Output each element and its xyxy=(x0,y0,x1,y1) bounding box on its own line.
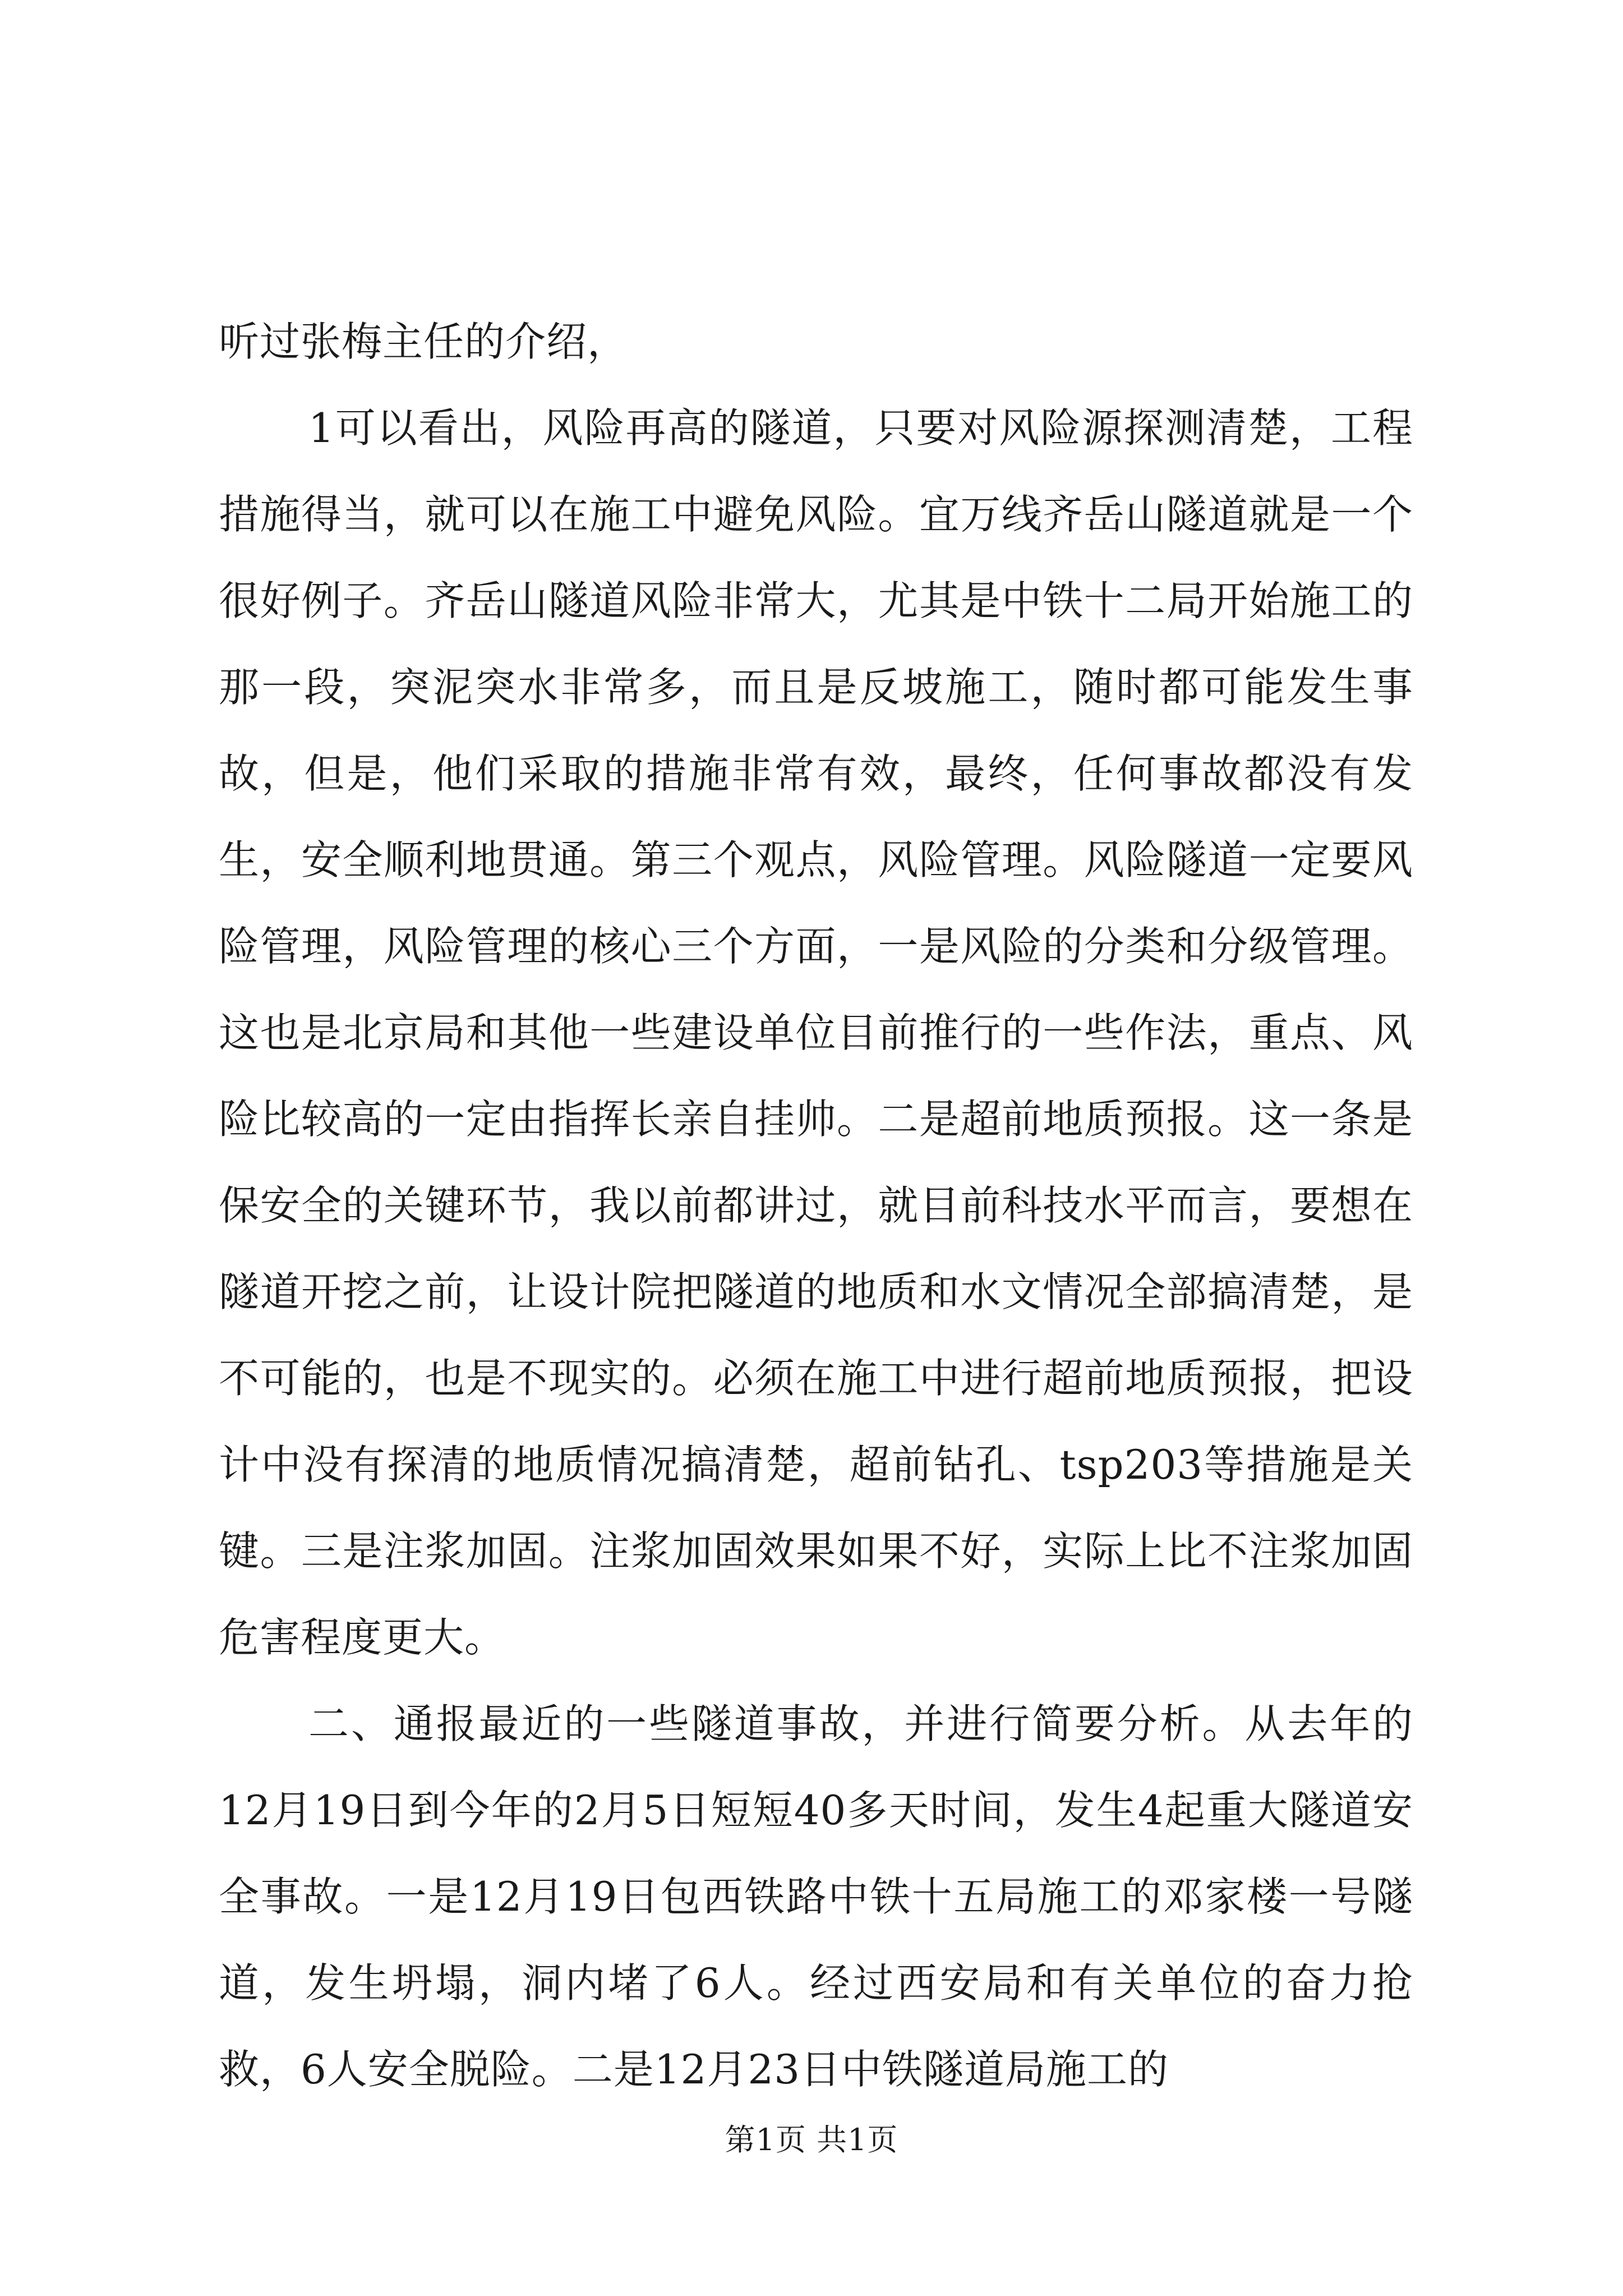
page-footer: 第1页 共1页 xyxy=(725,2122,898,2157)
document-body xyxy=(219,298,1413,2113)
paragraph-2: 1可以看出，风险再高的隧道，只要对风险源探测清楚，工程措施得当，就可以在施工中避免风险。宜万线齐岳山隧道就是一个很好例子。齐岳山隧道风险非常大，尤其是中铁十二局开始施工的那一段，突泥突水非常多，而且是反坡施工，随时都可能发生事故，但是，他们采取的措施非常有效，最终，任何事故都没有发生，安全顺利地贯通。第三个观点，风险管理。风险隧道一定要风险管理，风险管理的核心三个方面，一是风险的分类和分级管理。这也是北京局和其他一些建设单位目前推行的一些作法，重点、风险比较高的一定由指挥长亲自挂帅。二是超前地质预报。这一条是保安全的关键环节，我以前都讲过，就目前科技水平而言，要想在隧道开挖之前，让设计院把隧道的地质和水文情况全部搞清楚，是不可能的，也是不现实的。必须在施工中进行超前地质预报，把设计中没有探清的地质情况搞清楚，超前钻孔、tsp203等措施是关键。三是注浆加固。注浆加固效果如果不好，实际上比不注浆加固危害程度更大。 xyxy=(219,404,1413,1661)
paragraph-3: 二、通报最近的一些隧道事故，并进行简要分析。从去年的12月19日到今年的2月5日短短40多天时间，发生4起重大隧道安全事故。一是12月19日包西铁路中铁十五局施工的邓家楼一号隧道，发生坍塌，洞内堵了6人。经过西安局和有关单位的奋力抢救，6人安全脱险。二是12月23日中铁隧道局施工的 xyxy=(219,1700,1413,2093)
paragraph-1: 听过张梅主任的介绍， xyxy=(219,318,629,365)
